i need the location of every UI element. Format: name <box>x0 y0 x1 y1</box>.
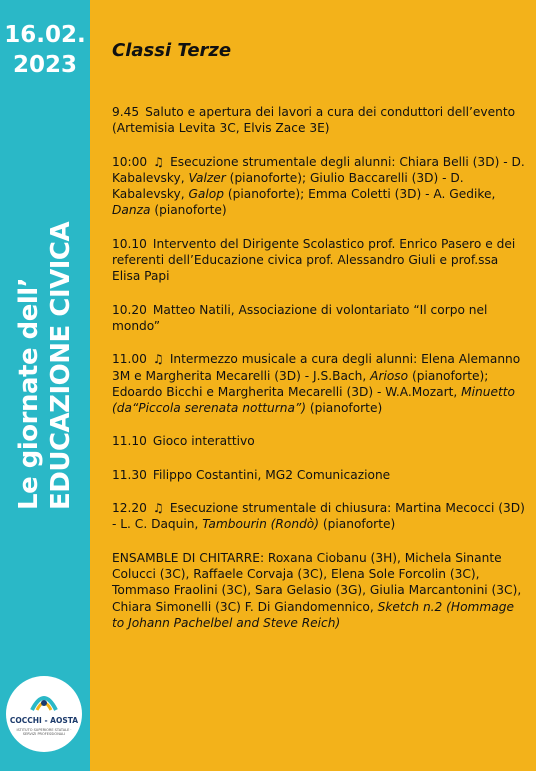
date-day-month: 16.02. <box>4 22 86 48</box>
program-work-title: Galop <box>188 187 224 202</box>
program-text: ENSAMBLE DI CHITARRE: Roxana Ciobanu (3H), Michela Sinante Colucci (3C), Raffaele Corvaja (3C), Elena Sole Forcolin (3C), Tommaso Fraolini (3C), Sara Gelasio (3G), Giulia Marcantonini (3C), Chiara Simonelli (3C) F. Di Giandomennico, <box>112 550 522 614</box>
program-text: (pianoforte) <box>306 401 383 416</box>
program-text: Intermezzo musicale a cura degli alunni: Elena Alemanno 3M e Margherita Mecarelli (3D) - J.S.Bach, <box>112 352 521 383</box>
program-work-title: Minuetto (da“Piccola serenata notturna”) <box>112 384 516 416</box>
title-line-1: Le giornate dell’ <box>14 277 44 510</box>
program-time: 10.20 <box>112 302 147 317</box>
music-note-icon: ♫ <box>153 154 165 169</box>
page-heading: Classi Terze <box>112 40 232 61</box>
program-text: (pianoforte) <box>150 203 227 218</box>
program-item <box>112 302 526 335</box>
date-year: 2023 <box>12 52 77 78</box>
program-text: Saluto e apertura dei lavori a cura dei conduttori dell’evento (Artemisia Levita 3C, Elvis Zace 3E) <box>112 105 516 136</box>
program-text: Esecuzione strumentale degli alunni: Chiara Belli (3D) - D. Kabalevsky, <box>112 154 525 185</box>
program-list <box>112 104 526 648</box>
logo-emblem-icon <box>6 676 82 752</box>
program-text: Esecuzione strumentale di chiusura: Martina Mecocci (3D) - L. C. Daquin, <box>112 501 525 532</box>
school-logo <box>6 676 82 752</box>
program-text: Matteo Natili, Associazione di volontariato “Il corpo nel mondo” <box>112 302 488 333</box>
program-work-title: Arioso <box>370 368 409 383</box>
program-item <box>112 467 526 483</box>
program-item <box>112 104 526 137</box>
program-text: (pianoforte); Emma Coletti (3D) - A. Gedike, <box>223 187 496 202</box>
program-time: 9.45 <box>112 105 140 119</box>
program-work-title: Valzer <box>188 170 226 185</box>
program-item <box>112 154 526 219</box>
program-work-title: Sketch n.2 (Hommage to Johann Pachelbel and Steve Reich) <box>112 599 514 630</box>
program-text: (pianoforte) <box>319 517 396 532</box>
program-text: Intervento del Dirigente Scolastico prof. Enrico Pasero e dei referenti dell’Educazione civica prof. Alessandro Giuli e prof.ssa Elisa Papi <box>112 236 516 284</box>
sidebar <box>0 0 90 771</box>
program-item <box>112 550 526 631</box>
vertical-title <box>13 170 77 510</box>
program-time: 10.10 <box>112 236 147 251</box>
music-note-icon: ♫ <box>152 501 164 516</box>
program-text: Filippo Costantini, MG2 Comunicazione <box>152 467 391 482</box>
logo-subtitle: ISTITUTO SUPERIORE STATALE · SERVIZI PROFESSIONALI <box>16 728 72 736</box>
logo-school-name: COCCHI - AOSTA <box>9 716 79 725</box>
program-time: 11.30 <box>112 467 147 482</box>
program-time: 10:00 <box>112 154 148 169</box>
music-note-icon: ♫ <box>152 352 164 367</box>
event-date <box>0 20 90 80</box>
title-line-2: EDUCAZIONE CIVICA <box>46 221 76 510</box>
program-item <box>112 236 526 285</box>
program-item <box>112 500 526 533</box>
program-time: 11.10 <box>112 434 147 449</box>
program-text: (pianoforte); Giulio Baccarelli (3D) - D. Kabalevsky, <box>112 170 464 202</box>
program-time: 11.00 <box>112 352 147 367</box>
program-work-title: Tambourin (Rondò) <box>202 517 320 532</box>
program-work-title: Danza <box>112 203 151 218</box>
program-item <box>112 351 526 416</box>
program-text: (pianoforte); Edoardo Bicchi e Margherita Mecarelli (3D) - W.A.Mozart, <box>112 368 489 399</box>
program-text: Gioco interattivo <box>152 434 255 449</box>
program-item <box>112 433 526 449</box>
program-time: 12.20 <box>112 501 147 516</box>
